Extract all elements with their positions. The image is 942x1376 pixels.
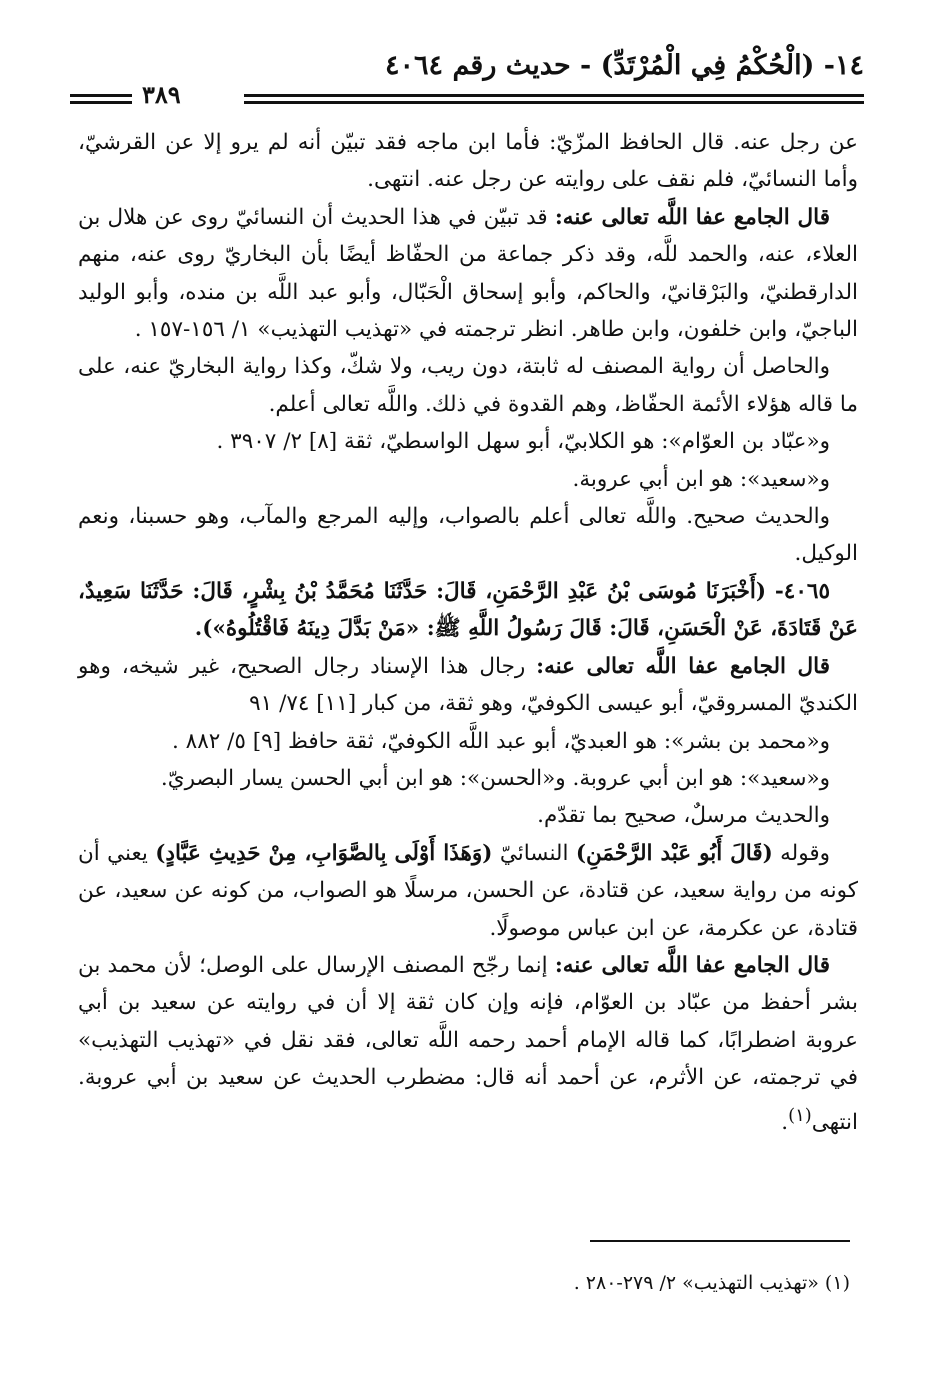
quoted-text: (قَالَ أَبُو عَبْد الرَّحْمَنِ): [575, 840, 773, 866]
author-note-lead: قال الجامع عفا اللَّه تعالى عنه:: [536, 653, 830, 679]
footnote-separator: [590, 1240, 850, 1242]
paragraph: و«سعيد»: هو ابن أبي عروبة.: [572, 466, 830, 492]
footnote-reference: (١): [788, 1104, 812, 1126]
paragraph-text: إنما رجّح المصنف الإرسال على الوصل؛ لأن محمد بن بشر أحفظ من عبّاد بن العوّام، فإنه وإن كان ثقة إلا أن في روايته عن سعيد بن أبي عروبة اضطرابًا، كما قاله الإمام أحمد رحمه اللَّه تعالى، فقد نقل في «تهذيب التهذيب» في ترجمته، عن الأثرم، عن أحمد أنه قال: مضطرب الحديث عن سعيد بن أبي عروبة. انتهى: [78, 952, 858, 1135]
header-rule-left: [70, 94, 132, 104]
running-title: ١٤- (الْحُكْمُ فِي الْمُرْتَدِّ) - حديث رقم ٤٠٦٤: [385, 50, 864, 81]
paragraph: والحديث صحيح. واللَّه تعالى أعلم بالصواب، وإليه المرجع والمآب، وهو حسبنا، ونعم الوكيل.: [78, 504, 858, 567]
paragraph-text: قد تبيّن في هذا الحديث أن النسائيّ روى عن هلال بن العلاء، عنه، والحمد للَّه، وقد ذكر جماعة من الحفّاظ أيضًا بأن البخاريّ روى عنه، منهم الدارقطنيّ، والبَرْقانيّ، والحاكم، وأبو إسحاق الْحَبّال، وأبو عبد اللَّه بن منده، وأبو الوليد الباجيّ، وابن خلفون، وابن طاهر. انظر ترجمته في «تهذيب التهذيب» ١/ ١٥٦-١٥٧ .: [78, 204, 858, 343]
paragraph: و«عبّاد بن العوّام»: هو الكلابيّ، أبو سهل الواسطيّ، ثقة [٨] ٢/ ٣٩٠٧ .: [216, 429, 830, 455]
paragraph-text: وقوله: [772, 840, 831, 866]
paragraph: والحديث مرسلٌ، صحيح بما تقدّم.: [537, 803, 830, 829]
header-rule-right: [244, 94, 864, 104]
paragraph: [78, 648, 858, 723]
page-number: ٣٨٩: [142, 80, 181, 109]
paragraph-text: النسائيّ: [492, 840, 576, 866]
footnote: (١) «تهذيب التهذيب» ٢/ ٢٧٩-٢٨٠ .: [573, 1272, 850, 1294]
paragraph: [78, 947, 858, 1141]
paragraph: عن رجل عنه. قال الحافظ المزّيّ: فأما ابن ماجه فقد تبيّن أنه لم يرو إلا عن القرشيّ، وأما النسائيّ، فلم نقف على روايته عن رجل عنه. انتهى.: [78, 130, 858, 193]
hadith-text: ٤٠٦٥- (أَخْبَرَنَا مُوسَى بْنُ عَبْدِ الرَّحْمَنِ، قَالَ: حَدَّثَنَا مُحَمَّدُ بْنُ بِشْرٍ، قَالَ: حَدَّثَنَا سَعِيدٌ، عَنْ قَتَادَةَ، عَنْ الْحَسَنِ، قَالَ: قَالَ رَسُولُ اللَّهِ ﷺ: «مَنْ بَدَّلَ دِينَهُ فَاقْتُلُوهُ»).: [78, 578, 858, 642]
page-body: [78, 124, 858, 1141]
paragraph: و«محمد بن بشر»: هو العبديّ، أبو عبد اللَّه الكوفيّ، ثقة حافظ [٩] ٥/ ٨٨٢ .: [171, 728, 830, 754]
paragraph: [78, 835, 858, 947]
author-note-lead: قال الجامع عفا اللَّه تعالى عنه:: [554, 204, 830, 230]
page-header: [70, 50, 864, 109]
paragraph-text: رجال هذا الإسناد رجال الصحيح، غير شيخه، وهو الكنديّ المسروقيّ، أبو عيسى الكوفيّ، وهو ثقة، من كبار [١١] ٧٤/ ٩١: [78, 653, 858, 717]
paragraph: و«سعيد»: هو ابن أبي عروبة. و«الحسن»: هو ابن أبي الحسن يسار البصريّ.: [160, 765, 830, 791]
paragraph: [78, 199, 858, 349]
paragraph-text: .: [781, 1109, 789, 1135]
author-note-lead: قال الجامع عفا اللَّه تعالى عنه:: [554, 952, 831, 978]
paragraph: والحاصل أن رواية المصنف له ثابتة، دون ريب، ولا شكّ، وكذا رواية البخاريّ عنه، على ما قاله هؤلاء الأئمة الحفّاظ، وهم القدوة في ذلك. واللَّه تعالى أعلم.: [78, 354, 858, 417]
quoted-text: (وَهَذَا أَوْلَى بِالصَّوَابِ، مِنْ حَدِيثِ عَبَّادٍ): [155, 840, 493, 866]
paragraph-text: يعني أن كونه من رواية سعيد، عن قتادة، عن الحسن، مرسلًا هو الصواب، من كونه عن سعيد، عن قتادة، عن عكرمة، عن ابن عباس موصولًا.: [78, 840, 858, 941]
